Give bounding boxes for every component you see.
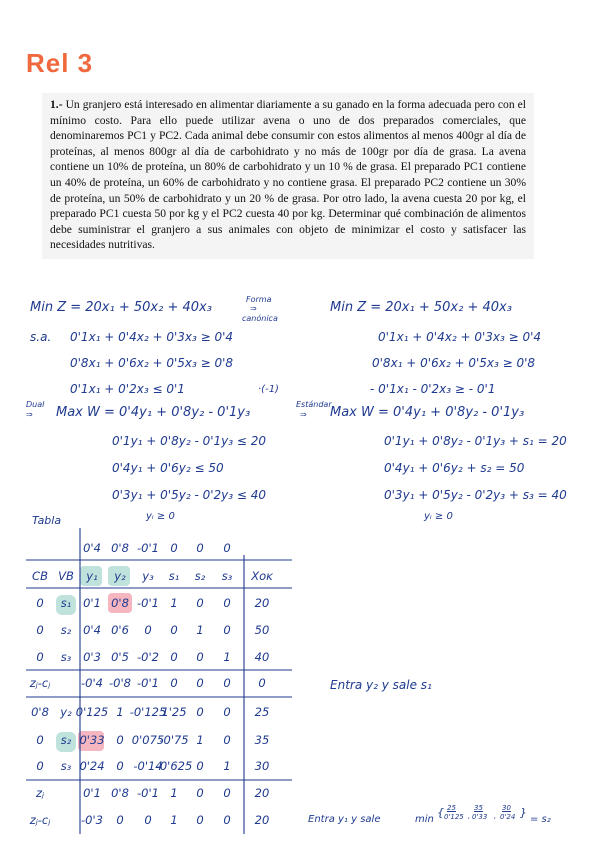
note-2a: Entra y₁ y sale	[308, 814, 381, 825]
tabla-label: Tabla	[32, 514, 62, 527]
canonical-label-1: Forma	[246, 295, 272, 304]
cost-cell: -0'1	[137, 541, 159, 555]
table-cell: 35	[254, 733, 270, 747]
table-cell: -0'8	[109, 676, 131, 690]
header-cell: s₂	[194, 569, 206, 583]
note-2c: = s₂	[530, 814, 551, 825]
canonical-objective: Min Z = 20x₁ + 50x₂ + 40x₃	[330, 300, 512, 315]
table-cell: 0	[36, 650, 44, 664]
table-cell: -0'3	[81, 813, 103, 827]
table-cell: 0	[223, 596, 231, 610]
frac2-num: 35	[474, 804, 483, 812]
table-cell: s₁	[60, 596, 72, 610]
table-cell: 1	[116, 705, 124, 719]
table-cell: 0'5	[111, 650, 129, 664]
frac3-den: 0'24	[500, 813, 516, 821]
table-cell: 20	[254, 813, 270, 827]
table-cell: 0	[196, 786, 204, 800]
table-cell: -0'625	[155, 759, 193, 773]
table-cell: -0'1	[137, 786, 159, 800]
table-cell: 20	[254, 596, 270, 610]
table-cell: 0	[223, 676, 231, 690]
table-cell: -0'1	[137, 676, 159, 690]
table-cell: 0	[170, 650, 178, 664]
primal-c2: 0'8x₁ + 0'6x₂ + 0'5x₃ ≥ 0'8	[70, 356, 234, 370]
table-cell: 0	[36, 759, 44, 773]
table-cell: -0'4	[81, 676, 103, 690]
table-cell: -0'75	[159, 733, 189, 747]
table-cell: 0	[258, 676, 266, 690]
table-cell: 30	[254, 759, 270, 773]
table-cell: 1'25	[161, 705, 187, 719]
table-cell: 0'8	[31, 705, 49, 719]
cost-cell: 0	[196, 541, 204, 555]
standard-objective: Max W = 0'4y₁ + 0'8y₂ - 0'1y₃	[330, 405, 525, 420]
table-cell: s₂	[60, 733, 72, 747]
table-cell: zⱼ	[35, 786, 45, 800]
note-2b: min	[415, 814, 434, 825]
cost-cell: 0	[170, 541, 178, 555]
table-cell: 0	[196, 596, 204, 610]
table-cell: 20	[254, 786, 270, 800]
standard-label: Estándar	[296, 400, 332, 409]
primal-c1: 0'1x₁ + 0'4x₂ + 0'3x₃ ≥ 0'4	[70, 330, 234, 344]
primal-objective: Min Z = 20x₁ + 50x₂ + 40x₃	[30, 300, 212, 315]
dual-c2: 0'4y₁ + 0'6y₂ ≤ 50	[112, 461, 224, 475]
table-cell: 0'125	[75, 705, 109, 719]
primal-sa: s.a.	[30, 330, 52, 344]
table-cell: 0	[223, 786, 231, 800]
header-cell: VB	[58, 569, 74, 583]
problem-text: Un granjero está interesado en alimentar diariamente a su ganado en la forma adecuada pero con el mínimo costo. Para ello puede utilizar avena o uno de dos preparados comerciales, que denominaremos PC1 y PC2. Cada animal debe consumir con estos alimentos al menos 400gr al día de proteínas, al menos 800gr al día de carbohidrato y no más de 100gr por día de grasa. La avena contiene un 10% de proteína, un 80% de carbohidrato y un 10 % de grasa. El preparado PC1 contiene un 40% de proteína, un 60% de carbohidrato y no contiene grasa. El preparado PC2 contiene un 30% de proteína, un 50% de carbohidrato y un 20 % de grasa. Por otro lado, la avena cuesta 20 por kg, el preparado PC1 cuesta 50 por kg y el PC2 cuesta 40 por kg. Determinar qué combinación de alimentos debe suministrar el granjero a sus animales con objeto de minimizar el costo y satisfacer las necesidades nutritivas.	[50, 98, 527, 252]
table-cell: 50	[254, 623, 270, 637]
header-cell: y₂	[114, 569, 126, 583]
header-cell: s₃	[221, 569, 233, 583]
table-cell: 0	[196, 676, 204, 690]
page-title: Rel 3	[26, 48, 94, 78]
table-cell: 1	[170, 786, 178, 800]
table-cell: 0'3	[83, 650, 101, 664]
header-cell: CB	[32, 569, 48, 583]
dual-c3: 0'3y₁ + 0'5y₂ - 0'2y₃ ≤ 40	[112, 488, 267, 502]
table-cell: 0'6	[111, 623, 129, 637]
problem-number: 1.-	[50, 98, 63, 111]
primal-note: ·(-1)	[258, 384, 279, 395]
table-cell: 1	[170, 813, 178, 827]
table-cell: 1	[223, 759, 231, 773]
table-cell: 0	[223, 705, 231, 719]
table-cell: 0	[223, 813, 231, 827]
table-cell: 1	[196, 623, 204, 637]
standard-nonneg: yᵢ ≥ 0	[424, 511, 453, 522]
dual-objective: Max W = 0'4y₁ + 0'8y₂ - 0'1y₃	[56, 405, 251, 420]
table-cell: 0	[144, 623, 152, 637]
table-cell: 0'24	[79, 759, 105, 773]
table-cell: 0	[36, 623, 44, 637]
note-1: Entra y₂ y sale s₁	[330, 678, 432, 692]
table-cell: 0	[196, 759, 204, 773]
canonical-c2: 0'8x₁ + 0'6x₂ + 0'5x₃ ≥ 0'8	[372, 356, 536, 370]
table-cell: zⱼ-cⱼ	[29, 676, 51, 690]
table-cell: 0'1	[83, 596, 101, 610]
cost-cell: 0'8	[111, 541, 129, 555]
table-cell: 0	[116, 813, 124, 827]
table-cell: s₃	[60, 650, 72, 664]
cost-cell: 0'4	[83, 541, 101, 555]
table-cell: 0	[36, 596, 44, 610]
standard-c1: 0'1y₁ + 0'8y₂ - 0'1y₃ + s₁ = 20	[384, 434, 567, 448]
table-cell: 0	[223, 733, 231, 747]
cost-cell: 0	[223, 541, 231, 555]
header-cell: s₁	[168, 569, 180, 583]
frac1-den: 0'125	[444, 813, 464, 821]
table-cell: 0	[116, 733, 124, 747]
dual-nonneg: yᵢ ≥ 0	[146, 511, 175, 522]
table-cell: s₃	[60, 759, 72, 773]
frac1-num: 25	[447, 804, 456, 812]
table-cell: 0	[223, 623, 231, 637]
table-cell: -0'2	[137, 650, 159, 664]
table-cell: 0	[144, 813, 152, 827]
table-cell: 1	[223, 650, 231, 664]
dual-label: Dual	[26, 400, 45, 409]
table-cell: 0'4	[83, 623, 101, 637]
frac2-den: 0'33	[472, 813, 488, 821]
table-cell: 40	[254, 650, 270, 664]
table-cell: 0	[196, 813, 204, 827]
table-cell: 0	[36, 733, 44, 747]
canonical-c3: - 0'1x₁ - 0'2x₃ ≥ - 0'1	[370, 382, 496, 396]
table-cell: 1	[170, 596, 178, 610]
table-cell: 0	[170, 676, 178, 690]
table-cell: 1	[196, 733, 204, 747]
table-cell: 0'8	[111, 596, 129, 610]
canonical-label-2: canónica	[242, 314, 278, 323]
table-cell: -0'14	[133, 759, 163, 773]
table-cell: -0'1	[137, 596, 159, 610]
table-cell: 0	[196, 705, 204, 719]
table-cell: 25	[254, 705, 270, 719]
table-cell: 0'075	[131, 733, 165, 747]
canonical-c1: 0'1x₁ + 0'4x₂ + 0'3x₃ ≥ 0'4	[378, 330, 542, 344]
table-cell: 0	[116, 759, 124, 773]
table-cell: 0'8	[111, 786, 129, 800]
standard-c2: 0'4y₁ + 0'6y₂ + s₂ = 50	[384, 461, 525, 475]
primal-c3: 0'1x₁ + 0'2x₃ ≤ 0'1	[70, 382, 185, 396]
table-cell: s₂	[60, 623, 72, 637]
table-cell: y₂	[60, 705, 72, 719]
table-cell: zⱼ-cⱼ	[29, 813, 51, 827]
table-cell: 0'1	[83, 786, 101, 800]
table-cell: -0'125	[129, 705, 167, 719]
standard-c3: 0'3y₁ + 0'5y₂ - 0'2y₃ + s₃ = 40	[384, 488, 567, 502]
header-cell: y₁	[86, 569, 98, 583]
table-cell: 0	[170, 623, 178, 637]
dual-c1: 0'1y₁ + 0'8y₂ - 0'1y₃ ≤ 20	[112, 434, 267, 448]
header-cell: y₃	[142, 569, 154, 583]
table-cell: 0'33	[79, 733, 105, 747]
header-cell: Xᴏᴋ	[251, 569, 273, 583]
table-cell: 0	[196, 650, 204, 664]
frac3-num: 30	[502, 804, 511, 812]
